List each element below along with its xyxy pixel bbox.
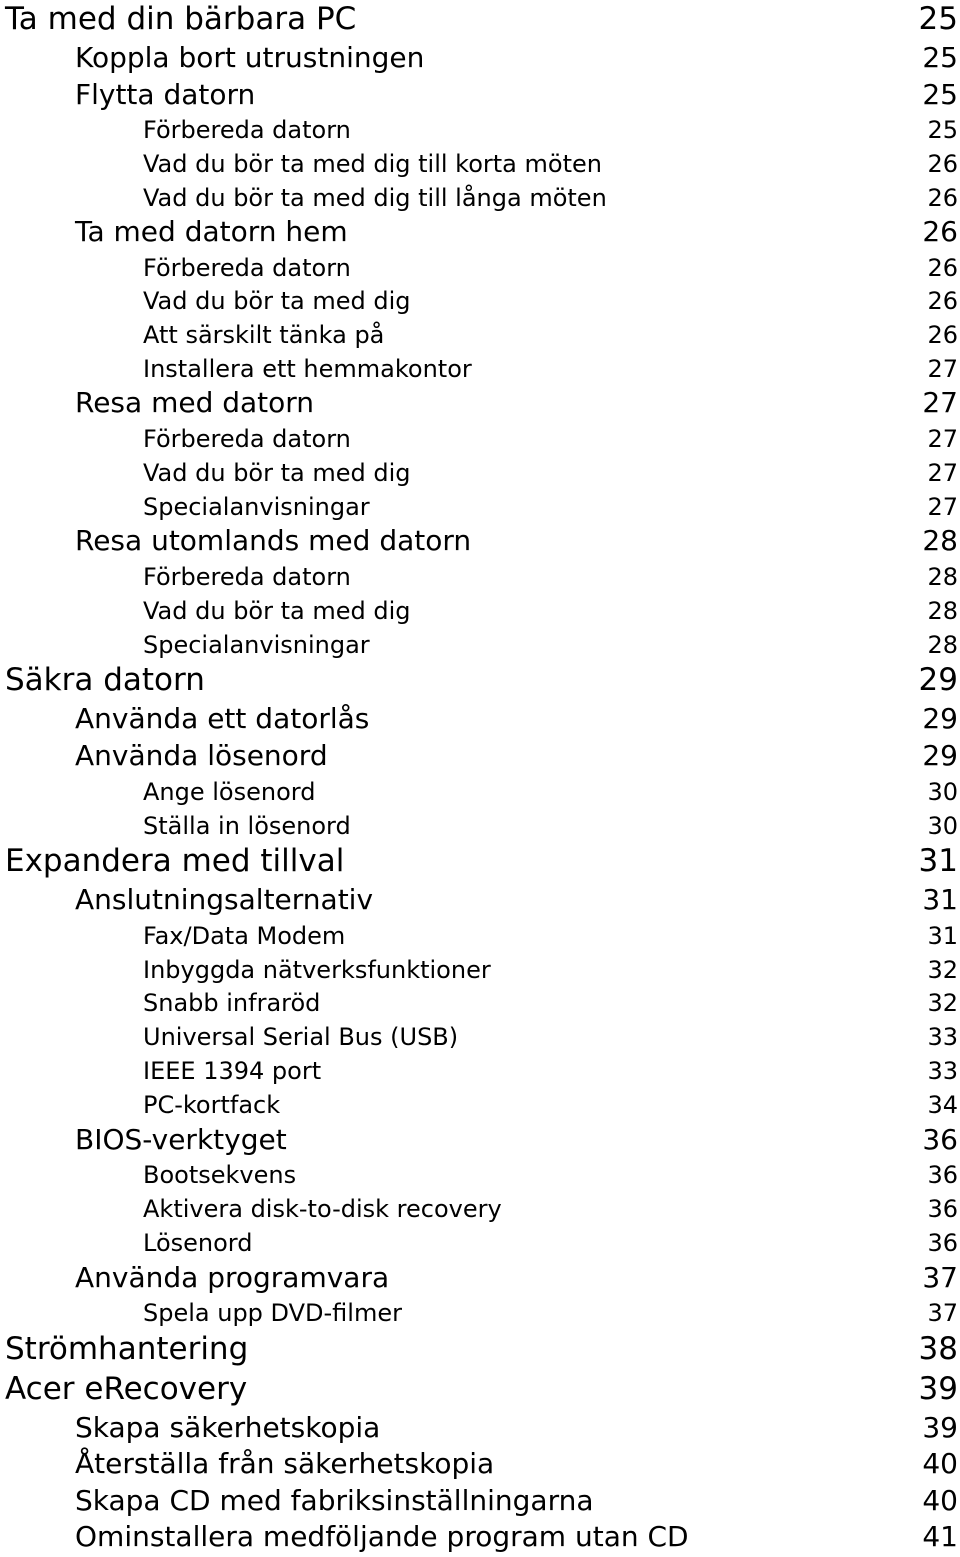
toc-entry-title: Ta med datorn hem	[75, 215, 348, 248]
toc-entry[interactable]	[0, 562, 960, 592]
toc-entry[interactable]	[0, 843, 960, 879]
toc-entry-title: Spela upp DVD-filmer	[143, 1299, 402, 1327]
toc-entry[interactable]	[0, 1123, 960, 1157]
toc-entry-title: Använda lösenord	[75, 739, 328, 772]
toc-entry-page-number: 28	[927, 563, 958, 591]
toc-entry-title: Koppla bort utrustningen	[75, 41, 425, 74]
toc-entry-title: Skapa säkerhetskopia	[75, 1411, 381, 1444]
toc-entry[interactable]	[0, 811, 960, 841]
toc-entry-title: BIOS-verktyget	[75, 1123, 287, 1156]
toc-entry[interactable]	[0, 424, 960, 454]
toc-entry[interactable]	[0, 1520, 960, 1554]
toc-entry[interactable]	[0, 1194, 960, 1224]
toc-entry-page-number: 25	[927, 116, 958, 144]
toc-entry-page-number: 32	[927, 989, 958, 1017]
toc-entry-page-number: 31	[918, 842, 958, 879]
toc-entry-title: Specialanvisningar	[143, 631, 370, 659]
toc-entry-title: Anslutningsalternativ	[75, 883, 374, 916]
toc-entry-page-number: 26	[927, 150, 958, 178]
toc-entry[interactable]	[0, 702, 960, 736]
toc-entry[interactable]	[0, 1371, 960, 1407]
toc-entry-title: Snabb infraröd	[143, 989, 321, 1017]
toc-entry[interactable]	[0, 1, 960, 37]
toc-entry-title: Flytta datorn	[75, 78, 256, 111]
toc-entry[interactable]	[0, 386, 960, 420]
toc-entry-title: Bootsekvens	[143, 1161, 297, 1189]
toc-entry-page-number: 31	[927, 922, 958, 950]
toc-entry-page-number: 28	[927, 631, 958, 659]
toc-entry[interactable]	[0, 1261, 960, 1295]
toc-entry-page-number: 30	[927, 812, 958, 840]
toc-entry-title: Universal Serial Bus (USB)	[143, 1023, 459, 1051]
toc-entry-title: Återställa från säkerhetskopia	[75, 1447, 495, 1480]
toc-entry[interactable]	[0, 1160, 960, 1190]
toc-entry-page-number: 36	[927, 1195, 958, 1223]
toc-entry[interactable]	[0, 286, 960, 316]
toc-entry-page-number: 29	[918, 661, 958, 698]
toc-entry-title: Använda programvara	[75, 1261, 390, 1294]
toc-entry-page-number: 36	[927, 1161, 958, 1189]
toc-entry-page-number: 37	[927, 1299, 958, 1327]
toc-entry-page-number: 27	[927, 355, 958, 383]
toc-entry[interactable]	[0, 41, 960, 75]
toc-entry-title: Inbyggda nätverksfunktioner	[143, 956, 491, 984]
toc-entry-title: Ominstallera medföljande program utan CD	[75, 1520, 689, 1553]
toc-entry[interactable]	[0, 78, 960, 112]
toc-entry-page-number: 33	[927, 1057, 958, 1085]
toc-entry-page-number: 27	[927, 493, 958, 521]
toc-entry[interactable]	[0, 630, 960, 660]
toc-entry[interactable]	[0, 215, 960, 249]
toc-entry[interactable]	[0, 988, 960, 1018]
toc-entry[interactable]	[0, 492, 960, 522]
toc-entry-page-number: 31	[922, 883, 958, 916]
toc-entry-title: IEEE 1394 port	[143, 1057, 322, 1085]
toc-entry-page-number: 25	[918, 0, 958, 37]
toc-entry-title: PC-kortfack	[143, 1091, 281, 1119]
toc-entry-title: Expandera med tillval	[5, 842, 345, 879]
toc-entry-page-number: 39	[918, 1370, 958, 1407]
toc-entry-title: Aktivera disk-to-disk recovery	[143, 1195, 502, 1223]
toc-entry-page-number: 30	[927, 778, 958, 806]
toc-entry[interactable]	[0, 1298, 960, 1328]
toc-entry-page-number: 27	[927, 425, 958, 453]
toc-entry-title: Att särskilt tänka på	[143, 321, 385, 349]
toc-entry-page-number: 26	[927, 184, 958, 212]
toc-entry-title: Skapa CD med fabriksinställningarna	[75, 1484, 594, 1517]
toc-entry-title: Specialanvisningar	[143, 493, 370, 521]
toc-entry-title: Ställa in lösenord	[143, 812, 351, 840]
toc-entry[interactable]	[0, 1331, 960, 1367]
toc-entry[interactable]	[0, 777, 960, 807]
toc-entry-page-number: 28	[922, 524, 958, 557]
toc-entry-page-number: 40	[922, 1447, 958, 1480]
toc-entry-title: Ta med din bärbara PC	[5, 0, 357, 37]
toc-entry[interactable]	[0, 1484, 960, 1518]
toc-entry-title: Acer eRecovery	[5, 1370, 248, 1407]
toc-entry-page-number: 25	[922, 41, 958, 74]
toc-entry-page-number: 37	[922, 1261, 958, 1294]
toc-entry[interactable]	[0, 354, 960, 384]
toc-entry[interactable]	[0, 1228, 960, 1258]
toc-entry-page-number: 29	[922, 702, 958, 735]
toc-entry-page-number: 29	[922, 739, 958, 772]
toc-entry-page-number: 33	[927, 1023, 958, 1051]
toc-entry[interactable]	[0, 1447, 960, 1481]
toc-entry-page-number: 39	[922, 1411, 958, 1444]
toc-entry-title: Lösenord	[143, 1229, 253, 1257]
toc-entry[interactable]	[0, 1056, 960, 1086]
toc-entry[interactable]	[0, 739, 960, 773]
toc-entry[interactable]	[0, 596, 960, 626]
toc-entry-page-number: 41	[922, 1520, 958, 1553]
toc-entry-title: Fax/Data Modem	[143, 922, 346, 950]
toc-entry-page-number: 34	[927, 1091, 958, 1119]
toc-entry-page-number: 25	[922, 78, 958, 111]
toc-entry-page-number: 40	[922, 1484, 958, 1517]
toc-entry-title: Vad du bör ta med dig	[143, 287, 411, 315]
toc-entry-title: Förbereda datorn	[143, 254, 351, 282]
toc-entry-title: Vad du bör ta med dig	[143, 459, 411, 487]
toc-entry[interactable]	[0, 1411, 960, 1445]
toc-entry[interactable]	[0, 524, 960, 558]
toc-entry-page-number: 36	[927, 1229, 958, 1257]
toc-entry-page-number: 26	[927, 254, 958, 282]
toc-entry-title: Säkra datorn	[5, 661, 205, 698]
toc-entry[interactable]	[0, 183, 960, 213]
toc-entry-page-number: 27	[922, 386, 958, 419]
toc-entry-title: Vad du bör ta med dig	[143, 597, 411, 625]
toc-entry-title: Förbereda datorn	[143, 425, 351, 453]
toc-entry-title: Förbereda datorn	[143, 563, 351, 591]
toc-entry-page-number: 27	[927, 459, 958, 487]
toc-entry[interactable]	[0, 115, 960, 145]
toc-entry-page-number: 28	[927, 597, 958, 625]
toc-entry-page-number: 26	[927, 287, 958, 315]
toc-entry[interactable]	[0, 921, 960, 951]
toc-entry-title: Resa utomlands med datorn	[75, 524, 472, 557]
toc-entry-page-number: 26	[927, 321, 958, 349]
toc-entry[interactable]	[0, 1090, 960, 1120]
toc-entry[interactable]	[0, 458, 960, 488]
toc-entry[interactable]	[0, 955, 960, 985]
toc-entry[interactable]	[0, 883, 960, 917]
toc-entry-title: Vad du bör ta med dig till korta möten	[143, 150, 602, 178]
toc-entry-page-number: 38	[918, 1330, 958, 1367]
toc-entry-page-number: 36	[922, 1123, 958, 1156]
toc-entry-page-number: 32	[927, 956, 958, 984]
toc-entry[interactable]	[0, 1022, 960, 1052]
toc-entry-page-number: 26	[922, 215, 958, 248]
toc-entry-title: Ange lösenord	[143, 778, 316, 806]
toc-entry-title: Installera ett hemmakontor	[143, 355, 472, 383]
toc-entry-title: Använda ett datorlås	[75, 702, 370, 735]
toc-entry[interactable]	[0, 149, 960, 179]
toc-entry-title: Resa med datorn	[75, 386, 315, 419]
toc-entry-title: Vad du bör ta med dig till långa möten	[143, 184, 607, 212]
toc-entry[interactable]	[0, 662, 960, 698]
toc-entry[interactable]	[0, 253, 960, 283]
toc-entry-title: Förbereda datorn	[143, 116, 351, 144]
toc-entry[interactable]	[0, 320, 960, 350]
toc-entry-title: Strömhantering	[5, 1330, 249, 1367]
